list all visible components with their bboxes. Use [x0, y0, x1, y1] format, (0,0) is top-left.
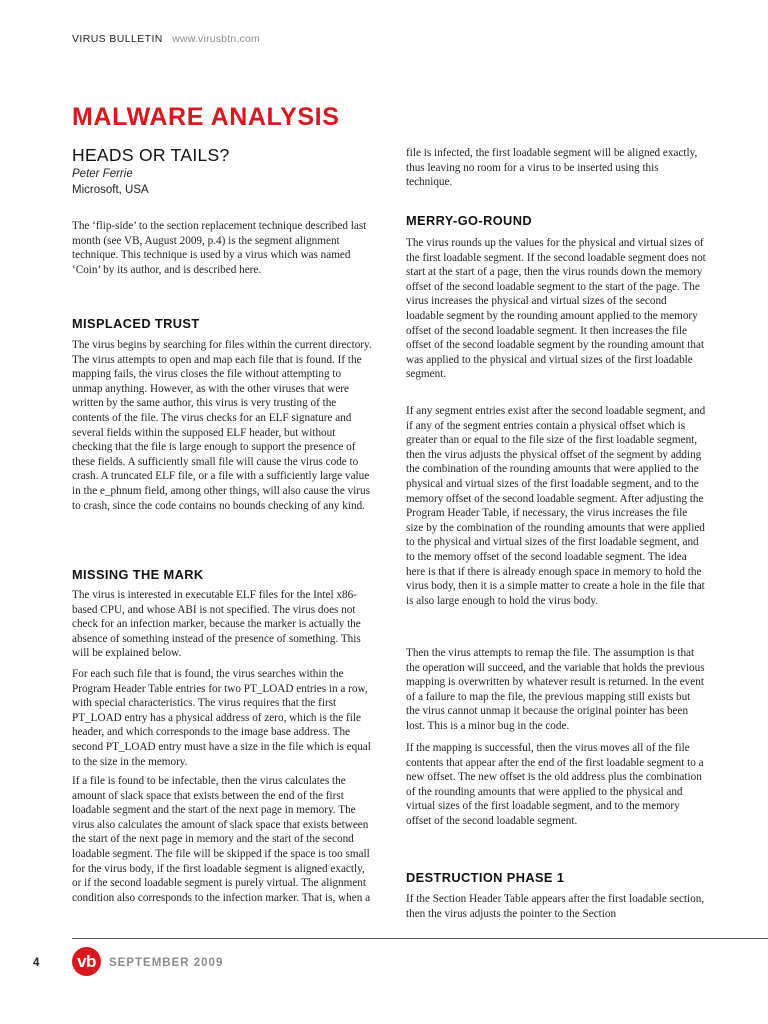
author-affiliation: Microsoft, USA	[72, 184, 149, 196]
missing-paragraph-1: The virus is interested in executable ELF files for the Intel x86-based CPU, and whose ABI is not specified. The virus does not check for an infection marker, because the marker is actually the absence of something instead of the presence of something. This will be explained below.	[72, 589, 361, 660]
merry-paragraph-4: If the mapping is successful, then the virus moves all of the file contents that appear after the end of the first loadable segment to a new offset. The new offset is the old address plus the combination of the rounding amounts that were applied to the physical and virtual sizes of the first loadable segment, and to the memory offset of the second loadable segment.	[406, 742, 704, 827]
missing-paragraph-3: If a file is found to be infectable, then the virus calculates the amount of slack space that exists between the end of the first loadable segment and the start of the next page in memory. The virus also calculates the amount of slack space that exists between the start of the next page in memory and the start of the second loadable segment. The file will be skipped if the space is too small for the virus body, if the first loadable segment is aligned exactly, or if the second loadable segment is purely virtual. The alignment condition also corresponds to the infection marker. That is, when a	[72, 775, 371, 904]
misplaced-block	[72, 338, 372, 513]
merry-paragraph-1: The virus rounds up the values for the physical and virtual sizes of the first loadable segment. If the second loadable segment does not start at the start of a page, then the virus rounds down the memory offset of the second loadable segment to the start of the page. The virus increases the physical and virtual sizes of the second loadable segment by the rounding amount applied to the memory offset of the second loadable segment. It then increases the file offset of the second loadable segment by the rounding amount that was applied to the physical and virtual sizes of the first loadable segment.	[406, 237, 706, 381]
missing-block-1	[72, 588, 372, 661]
missing-block-2	[72, 667, 372, 769]
continued-paragraph: file is infected, the first loadable segment will be aligned exactly, thus leaving no room for a virus to be inserted using this technique.	[406, 147, 698, 189]
heading-misplaced-trust: MISPLACED TRUST	[72, 316, 200, 331]
missing-block-3	[72, 774, 372, 905]
continued-block	[406, 146, 706, 190]
intro-paragraph: The ‘flip-side’ to the section replacement technique described last month (see VB, August 2009, p.4) is the segment alignment technique. This technique is used by a virus which was named ‘Coin’ by its author, and is described here.	[72, 220, 367, 276]
issue-date: SEPTEMBER 2009	[109, 957, 224, 969]
heading-missing-the-mark: MISSING THE MARK	[72, 567, 204, 582]
vb-logo-icon: vb	[72, 947, 101, 976]
missing-paragraph-2: For each such file that is found, the virus searches within the Program Header Table entries for two PT_LOAD entries in a row, with special characteristics. The virus requires that the first PT_LOAD entry has a physical address of zero, which is the file header, and which corresponds to the image base address. The second PT_LOAD entry must have a size in the file which is equal to the size in the memory.	[72, 668, 371, 768]
section-title: MALWARE ANALYSIS	[72, 103, 340, 131]
heading-destruction-phase-1: DESTRUCTION PHASE 1	[406, 870, 565, 885]
merry-paragraph-3: Then the virus attempts to remap the file. The assumption is that the operation will succeed, and the variable that holds the previous mapping is overwritten by whatever result is returned. In the event of a failure to map the file, the previous mapping still exists but the virus cannot unmap it because the original pointer has been lost. This is a minor bug in the code.	[406, 647, 705, 732]
running-header	[72, 33, 260, 45]
merry-block-3	[406, 646, 706, 734]
author-name: Peter Ferrie	[72, 168, 133, 180]
footer-divider	[72, 938, 768, 939]
intro-block	[72, 219, 372, 277]
misplaced-paragraph-1: The virus begins by searching for files within the current directory. The virus attempts to open and map each file that is found. If the mapping fails, the virus closes the file without attempting to unmap anything. However, as with the other viruses that were written by the same author, this virus is very trusting of the contents of the file. The virus checks for an ELF signature and several fields within the supposed ELF header, but without checking that the file is large enough to support the presence of these fields. A sufficiently small file will cause the virus code to crash. A truncated ELF file, or a file with a sufficiently large value in the e_phnum field, among other things, will also cause the virus to crash, since the code contains no bounds checking of any kind.	[72, 339, 372, 512]
merry-block-2	[406, 404, 706, 608]
page-number: 4	[33, 957, 40, 969]
heading-merry-go-round: MERRY-GO-ROUND	[406, 213, 532, 228]
destruction-paragraph-1: If the Section Header Table appears after the first loadable section, then the virus adjusts the pointer to the Section	[406, 893, 705, 920]
merry-block-1	[406, 236, 706, 382]
article-title: HEADS OR TAILS?	[72, 145, 230, 165]
publication-name: VIRUS BULLETIN	[72, 33, 163, 45]
merry-paragraph-2: If any segment entries exist after the second loadable segment, and if any of the segment entries contain a physical offset which is greater than or equal to the file size of the first loadable segment, then the virus adjusts the physical offset of the segment by adding the combination of the rounding amounts that were applied to the physical and virtual sizes of the first loadable segment, and to the memory offset of the second loadable segment. After adjusting the Program Header Table, if necessary, the virus increases the file size by the combination of the rounding amounts that were applied to the physical and virtual sizes of the first loadable segment, and to the memory offset of the second loadable segment. The idea here is that if there is already enough space in memory to hold the virus body, then it is a simple matter to create a hole in the file that is also large enough to hold the virus body.	[406, 405, 706, 607]
publication-url[interactable]: www.virusbtn.com	[172, 33, 260, 45]
destruction-block	[406, 892, 706, 921]
merry-block-4	[406, 741, 706, 829]
